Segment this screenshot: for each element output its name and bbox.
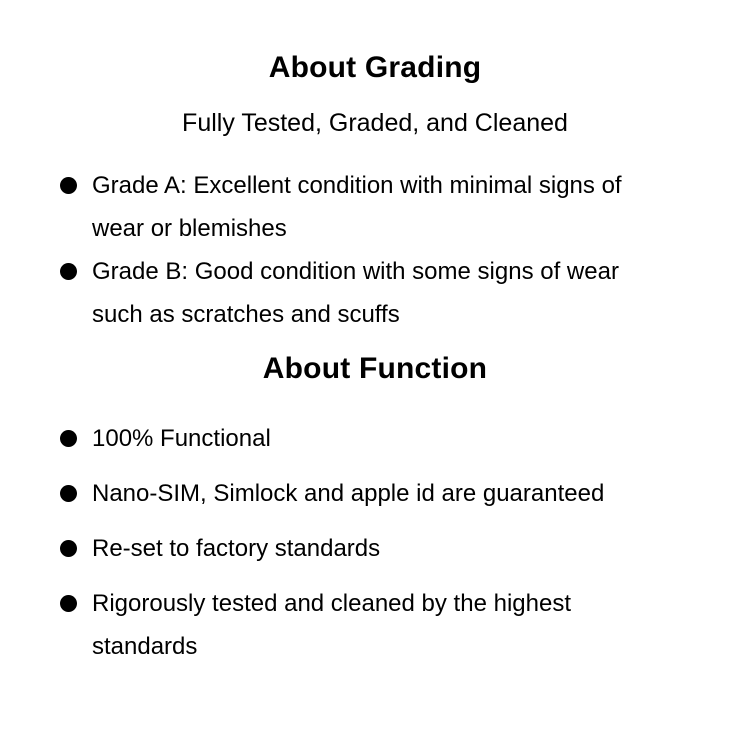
bullet-icon bbox=[60, 485, 77, 502]
about-grading-title: About Grading bbox=[268, 51, 482, 84]
grading-subtitle: Fully Tested, Graded, and Cleaned bbox=[182, 109, 568, 137]
bullet-text: Grade A: Excellent condition with minimal signs of wear or blemishes bbox=[92, 172, 622, 242]
function-bullet-list bbox=[0, 417, 750, 668]
list-item-sim-guarantee bbox=[60, 472, 710, 515]
list-item-functional bbox=[60, 417, 710, 460]
list-item-tested-cleaned bbox=[60, 582, 710, 668]
bullet-icon bbox=[60, 595, 77, 612]
grading-bullet-list bbox=[0, 164, 750, 336]
bullet-text: Nano-SIM, Simlock and apple id are guaranteed bbox=[92, 480, 605, 507]
bullet-icon bbox=[60, 177, 77, 194]
list-item-grade-b bbox=[60, 250, 710, 336]
bullet-text: Grade B: Good condition with some signs of wear such as scratches and scuffs bbox=[92, 258, 619, 328]
bullet-text: Rigorously tested and cleaned by the highest standards bbox=[92, 590, 571, 660]
list-item-grade-a bbox=[60, 164, 710, 250]
section-about-grading bbox=[0, 52, 750, 336]
list-item-factory-reset bbox=[60, 527, 710, 570]
bullet-icon bbox=[60, 263, 77, 280]
bullet-icon bbox=[60, 430, 77, 447]
section-about-function bbox=[0, 353, 750, 668]
bullet-text: Re-set to factory standards bbox=[92, 535, 381, 562]
bullet-icon bbox=[60, 540, 77, 557]
bullet-text: 100% Functional bbox=[92, 425, 271, 452]
about-function-title: About Function bbox=[262, 352, 488, 385]
